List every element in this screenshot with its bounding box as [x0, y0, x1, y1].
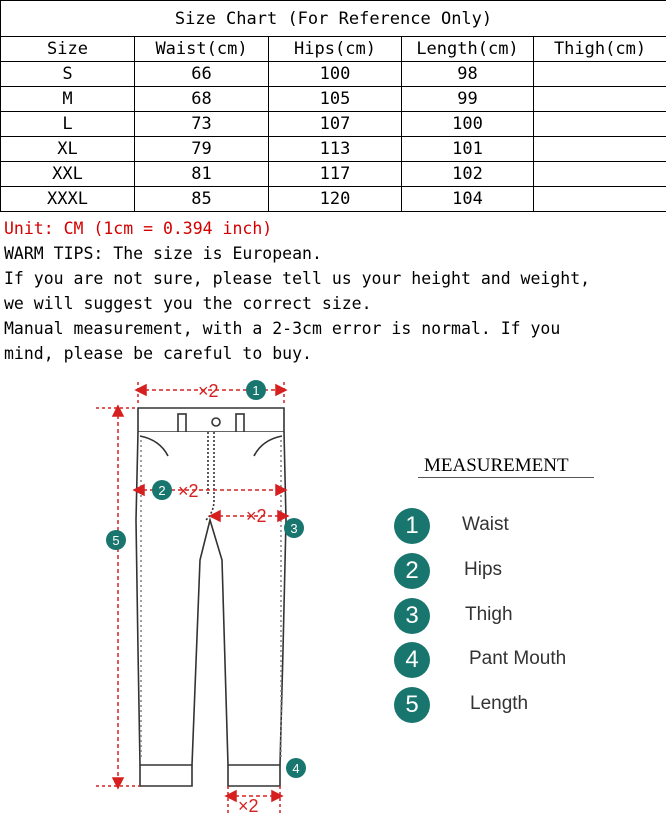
- column-header: Thigh(cm): [534, 37, 666, 62]
- pants-measurement-diagram: [0, 366, 666, 822]
- mouth-multiplier-label: ×2: [238, 796, 259, 816]
- number-badge-icon: 2: [394, 553, 430, 589]
- note-line: Manual measurement, with a 2-3cm error is normal. If you: [4, 319, 561, 338]
- table-cell: 117: [269, 162, 402, 187]
- table-row: [1, 112, 666, 137]
- table-cell: 120: [269, 187, 402, 212]
- table-cell: 104: [402, 187, 534, 212]
- table-cell: 98: [402, 62, 534, 87]
- size-chart-table: [0, 0, 666, 212]
- table-cell: XL: [1, 137, 135, 162]
- measurement-title: MEASUREMENT: [424, 455, 569, 476]
- table-cell: 102: [402, 162, 534, 187]
- note-line: If you are not sure, please tell us your height and weight,: [4, 269, 591, 288]
- table-cell: [534, 62, 666, 87]
- thigh-multiplier-label: ×2: [246, 506, 267, 526]
- table-cell: 100: [269, 62, 402, 87]
- table-cell: S: [1, 62, 135, 87]
- table-row: [1, 62, 666, 87]
- table-cell: 73: [135, 112, 269, 137]
- column-header: Length(cm): [402, 37, 534, 62]
- table-cell: 85: [135, 187, 269, 212]
- hips-multiplier-label: ×2: [178, 481, 199, 501]
- table-cell: [534, 187, 666, 212]
- table-row: [1, 87, 666, 112]
- table-cell: [534, 112, 666, 137]
- title-underline: [418, 477, 594, 478]
- number-badge-icon: 4: [394, 642, 430, 678]
- column-header: Size: [1, 37, 135, 62]
- number-badge-icon: 3: [394, 598, 430, 634]
- legend-label: Thigh: [465, 604, 513, 625]
- table-row: [1, 137, 666, 162]
- table-cell: 79: [135, 137, 269, 162]
- warm-tips: WARM TIPS: The size is European.: [4, 244, 322, 263]
- table-cell: [534, 87, 666, 112]
- column-header: Waist(cm): [135, 37, 269, 62]
- badge-number: 2: [158, 483, 166, 498]
- table-cell: XXL: [1, 162, 135, 187]
- header-row: [1, 37, 666, 62]
- table-cell: 99: [402, 87, 534, 112]
- table-cell: M: [1, 87, 135, 112]
- legend-label: Waist: [462, 514, 509, 535]
- number-badge-icon: 5: [394, 687, 430, 723]
- table-cell: [534, 137, 666, 162]
- table-cell: 81: [135, 162, 269, 187]
- table-cell: 107: [269, 112, 402, 137]
- pants-illustration: [136, 408, 286, 786]
- badge-number: 3: [290, 521, 298, 536]
- unit-note: Unit: CM (1cm = 0.394 inch): [4, 219, 273, 238]
- table-cell: 68: [135, 87, 269, 112]
- table-row: [1, 187, 666, 212]
- table-cell: 113: [269, 137, 402, 162]
- legend-label: Hips: [464, 559, 503, 580]
- table-cell: [534, 162, 666, 187]
- legend-label: Length: [470, 693, 529, 714]
- number-badge-icon: 1: [394, 508, 430, 544]
- badge-number: 1: [252, 383, 260, 398]
- badge-number: 5: [112, 533, 120, 548]
- table-cell: L: [1, 112, 135, 137]
- table-title: Size Chart (For Reference Only): [1, 1, 666, 37]
- badge-number: 4: [292, 761, 300, 776]
- column-header: Hips(cm): [269, 37, 402, 62]
- waist-multiplier-label: ×2: [198, 381, 219, 401]
- table-cell: 101: [402, 137, 534, 162]
- note-line: mind, please be careful to buy.: [4, 344, 312, 363]
- table-cell: 66: [135, 62, 269, 87]
- table-cell: XXXL: [1, 187, 135, 212]
- size-notes: [4, 216, 664, 366]
- legend-label: Pant Mouth: [469, 648, 567, 669]
- note-line: we will suggest you the correct size.: [4, 294, 372, 313]
- table-cell: 105: [269, 87, 402, 112]
- table-cell: 100: [402, 112, 534, 137]
- table-row: [1, 162, 666, 187]
